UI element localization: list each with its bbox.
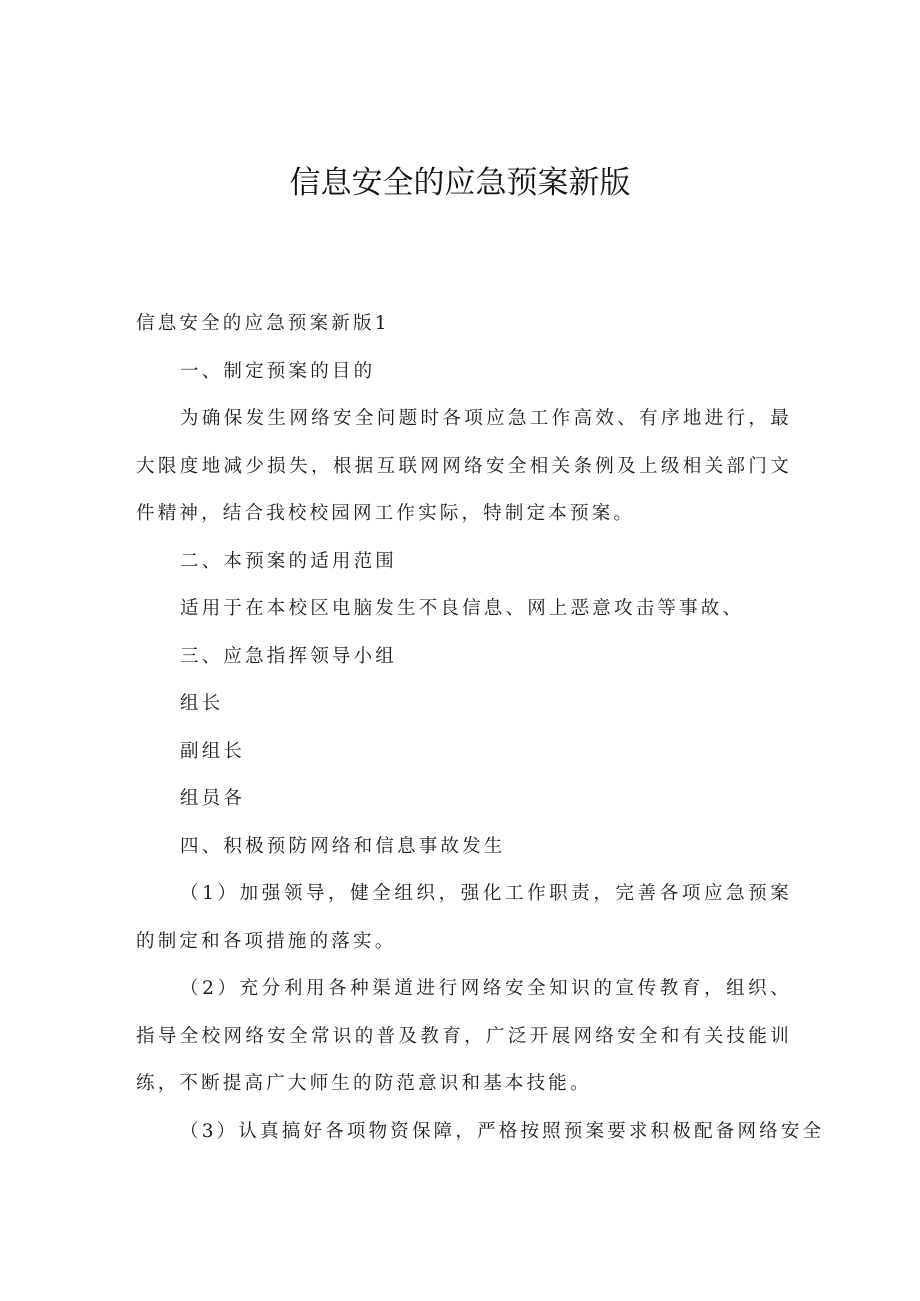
leadership-leader: 组长	[180, 693, 224, 714]
paragraph-prevention-2: （2）充分利用各种渠道进行网络安全知识的宣传教育，组织、指导全校网络安全常识的普及教育，广泛开展网络安全和有关技能训练，不断提高广大师生的防范意识和基本技能。	[136, 978, 792, 1094]
paragraph-scope: 适用于在本校区电脑发生不良信息、网上恶意攻击等事故、	[180, 598, 745, 619]
leadership-members: 组员各	[180, 788, 246, 809]
section-heading-scope: 二、本预案的适用范围	[180, 550, 398, 572]
paragraph-purpose: 为确保发生网络安全问题时各项应急工作高效、有序地进行，最大限度地减少损失，根据互联网网络安全相关条例及上级相关部门文件精神，结合我校校园网工作实际，特制定本预案。	[136, 408, 792, 524]
paragraph-prevention-3: （3）认真搞好各项物资保障，严格按照预案要求积极配备网络安全	[180, 1120, 825, 1142]
section-heading-purpose: 一、制定预案的目的	[180, 360, 376, 382]
section-heading-leadership: 三、应急指挥领导小组	[180, 645, 398, 667]
section-heading-prevention: 四、积极预防网络和信息事故发生	[180, 835, 506, 857]
leadership-deputy: 副组长	[180, 740, 246, 762]
document-body	[136, 300, 825, 1155]
paragraph-prevention-1: （1）加强领导，健全组织，强化工作职责，完善各项应急预案的制定和各项措施的落实。	[136, 883, 792, 952]
document-subtitle: 信息安全的应急预案新版1	[136, 313, 390, 334]
document-title: 信息安全的应急预案新版	[289, 165, 631, 201]
